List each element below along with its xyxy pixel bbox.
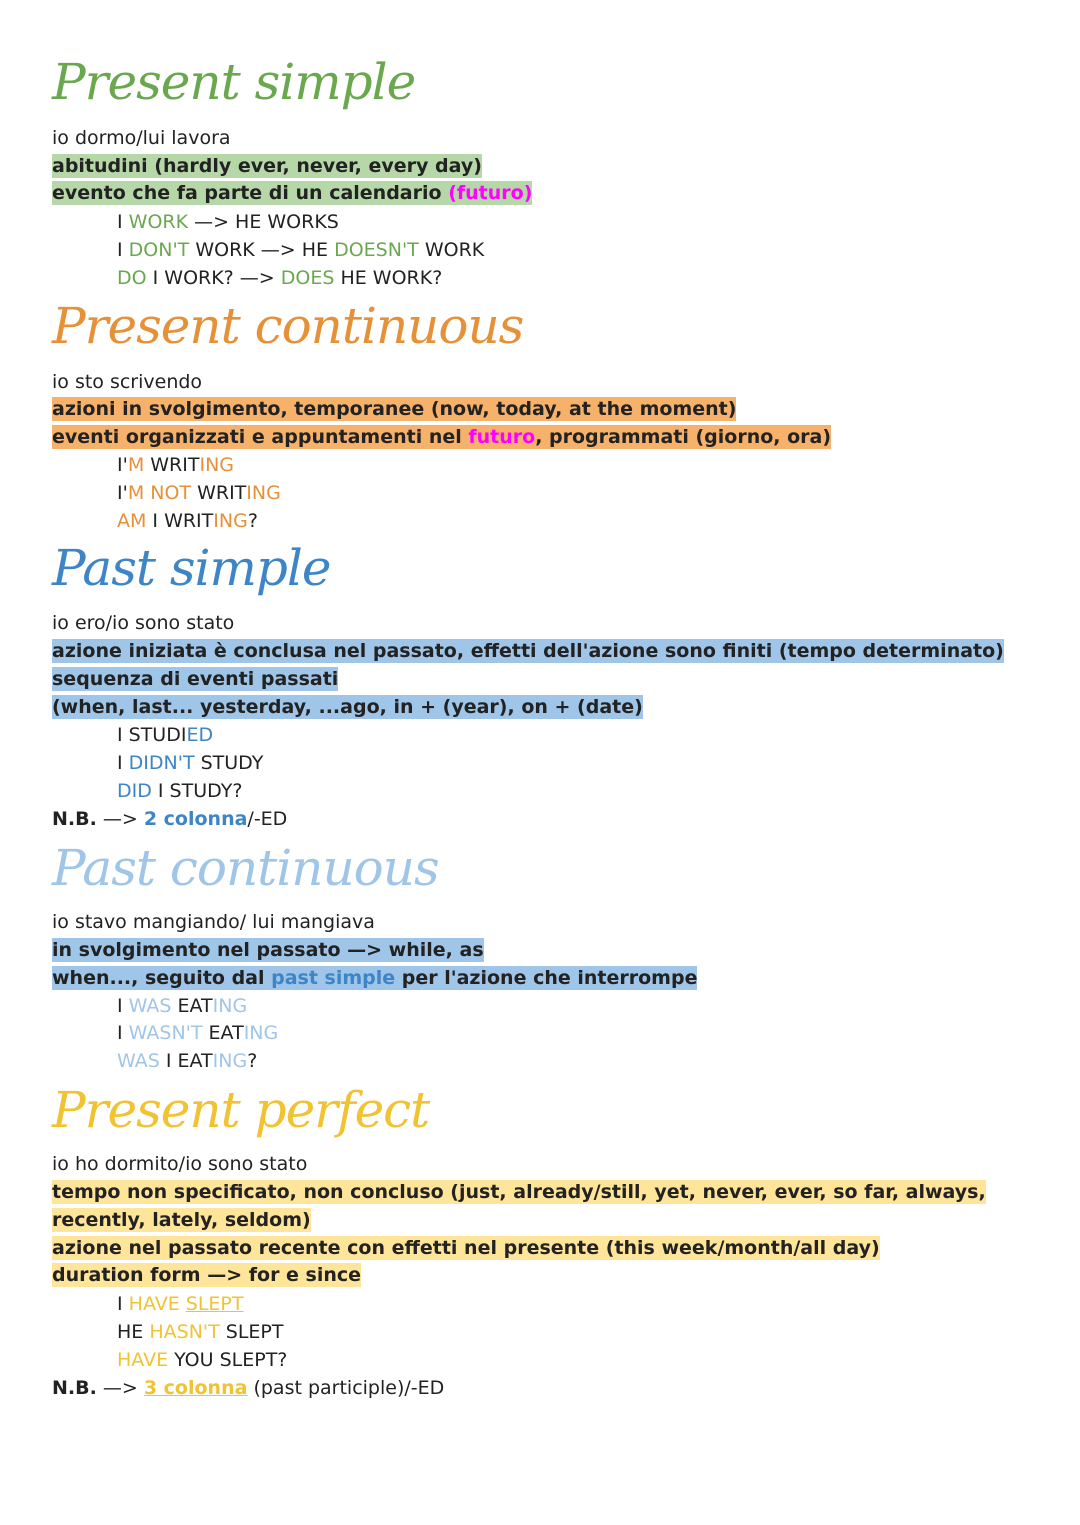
ex-text: I: [117, 239, 129, 261]
present-simple-example-question: [117, 265, 442, 291]
present-perfect-title: Present perfect: [52, 1081, 430, 1139]
ex-text: ?: [247, 1050, 258, 1072]
ex-highlight: M: [127, 454, 145, 476]
ex-text: HE: [117, 1321, 150, 1343]
ex-highlight: WAS: [128, 995, 172, 1017]
ex-highlight: M NOT: [127, 482, 192, 504]
past-simple-rule-1: [52, 638, 1004, 664]
ex-text: I: [117, 211, 129, 233]
ex-highlight: ING: [246, 482, 281, 504]
ex-highlight: HAVE: [128, 1293, 180, 1315]
ex-highlight: WAS: [117, 1050, 160, 1072]
present-perfect-note: [52, 1375, 444, 1401]
rule-text: abitudini (hardly ever, never, every day): [52, 155, 482, 177]
past-continuous-example-question: [117, 1048, 257, 1074]
rule-text: azioni in svolgimento, temporanee (now, today, at the moment): [52, 398, 737, 420]
present-perfect-example-question: [117, 1347, 287, 1373]
ex-highlight: ING: [212, 1050, 248, 1072]
ex-highlight: ING: [199, 454, 235, 476]
nb-highlight: 2 colonna: [143, 808, 248, 830]
past-continuous-rule-2: [52, 965, 697, 991]
nb-arrow: —>: [96, 808, 144, 830]
nb-text: /-ED: [247, 808, 288, 830]
nb-text: (past participle)/-ED: [247, 1377, 445, 1399]
present-perfect-meaning: io ho dormito/io sono stato: [52, 1153, 308, 1175]
ex-text: WORK: [418, 239, 485, 261]
nb-label: N.B.: [52, 808, 97, 830]
present-perfect-example-negative: [117, 1319, 284, 1345]
rule-text: per l'azione che interrompe: [395, 967, 698, 989]
ex-text: YOU SLEPT?: [168, 1349, 288, 1371]
ex-text: I': [117, 454, 128, 476]
ex-highlight: ING: [212, 995, 248, 1017]
past-continuous-rule-1: [52, 937, 484, 963]
rule-text: evento che fa parte di un calendario: [52, 182, 449, 204]
past-simple-title: Past simple: [52, 539, 331, 597]
rule-text: azione nel passato recente con effetti nel presente (this week/month/all day): [52, 1237, 880, 1259]
rule-text: recently, lately, seldom): [52, 1209, 311, 1231]
rule-text: (when, last... yesterday, ...ago, in + (year), on + (date): [52, 696, 643, 718]
nb-highlight: 3 colonna: [143, 1377, 248, 1399]
present-simple-rule-2: [52, 180, 532, 206]
ex-text: I STUDI: [117, 724, 187, 746]
present-perfect-rule-3: [52, 1262, 361, 1288]
ex-highlight: HAVE: [117, 1349, 169, 1371]
past-continuous-example-affirmative: [117, 993, 247, 1019]
present-perfect-rule-1-cont: [52, 1207, 311, 1233]
ex-text: I STUDY?: [151, 780, 243, 802]
ex-text: I: [117, 1293, 129, 1315]
past-continuous-example-negative: [117, 1020, 278, 1046]
present-perfect-example-affirmative: [117, 1291, 244, 1317]
ex-text: I WRIT: [146, 510, 214, 532]
ex-highlight: WASN'T: [128, 1022, 203, 1044]
past-simple-rule-2: [52, 666, 338, 692]
rule-text: in svolgimento nel passato —> while, as: [52, 939, 484, 961]
ex-text: I': [117, 482, 128, 504]
ex-highlight: DON'T: [128, 239, 190, 261]
ex-text: I WORK? —>: [146, 267, 281, 289]
ex-highlight: ED: [186, 724, 214, 746]
ex-highlight: DIDN'T: [128, 752, 195, 774]
ex-text: I: [117, 752, 129, 774]
past-simple-note: [52, 806, 287, 832]
rule-text: duration form —> for e since: [52, 1264, 362, 1286]
ex-text: —> HE WORKS: [188, 211, 339, 233]
present-continuous-title: Present continuous: [52, 297, 524, 355]
futuro-word: (futuro): [448, 182, 533, 204]
ex-highlight: DID: [117, 780, 152, 802]
present-continuous-rule-1: [52, 396, 736, 422]
ex-text: I: [117, 995, 129, 1017]
present-continuous-example-question: [117, 508, 258, 534]
ex-text: SLEPT: [219, 1321, 284, 1343]
present-continuous-example-affirmative: [117, 452, 234, 478]
ex-highlight: WORK: [128, 211, 189, 233]
past-simple-meaning: io ero/io sono stato: [52, 612, 235, 634]
ex-text: WRIT: [144, 454, 200, 476]
rule-text: sequenza di eventi passati: [52, 668, 339, 690]
ex-highlight: DOES: [280, 267, 335, 289]
past-continuous-meaning: io stavo mangiando/ lui mangiava: [52, 911, 375, 933]
past-simple-example-question: [117, 778, 242, 804]
present-continuous-meaning: io sto scrivendo: [52, 371, 203, 393]
past-simple-example-negative: [117, 750, 263, 776]
rule-text: tempo non specificato, non concluso (just, already/still, yet, never, ever, so far, always,: [52, 1181, 986, 1203]
ex-text: WRIT: [191, 482, 247, 504]
present-perfect-rule-2: [52, 1235, 880, 1261]
present-simple-title: Present simple: [52, 53, 416, 111]
ex-text: EAT: [202, 1022, 244, 1044]
ex-text: ?: [247, 510, 258, 532]
present-perfect-rule-1: [52, 1179, 986, 1205]
futuro-word: futuro: [468, 426, 536, 448]
ex-highlight: AM: [117, 510, 147, 532]
present-continuous-example-negative: [117, 480, 281, 506]
rule-text: azione iniziata è conclusa nel passato, effetti dell'azione sono finiti (tempo determinato): [52, 640, 1004, 662]
past-continuous-title: Past continuous: [52, 839, 439, 897]
ex-highlight: ING: [213, 510, 248, 532]
present-simple-example-negative: [117, 237, 484, 263]
nb-arrow: —>: [96, 1377, 144, 1399]
ex-text: WORK —> HE: [189, 239, 335, 261]
ex-text: EAT: [171, 995, 213, 1017]
ex-highlight: DOESN'T: [334, 239, 419, 261]
past-simple-word: past simple: [271, 967, 396, 989]
ex-text: STUDY: [194, 752, 264, 774]
present-simple-example-affirmative: [117, 209, 339, 235]
nb-label: N.B.: [52, 1377, 97, 1399]
ex-highlight: HASN'T: [149, 1321, 220, 1343]
rule-text: when..., seguito dal: [52, 967, 272, 989]
present-simple-rule-1: [52, 153, 482, 179]
present-simple-meaning: io dormo/lui lavora: [52, 127, 231, 149]
ex-text: HE WORK?: [334, 267, 443, 289]
ex-text: I EAT: [159, 1050, 213, 1072]
past-simple-rule-3: [52, 694, 643, 720]
ex-highlight: DO: [117, 267, 147, 289]
ex-highlight: ING: [243, 1022, 279, 1044]
ex-text: I: [117, 1022, 129, 1044]
rule-text: eventi organizzati e appuntamenti nel: [52, 426, 469, 448]
past-simple-example-affirmative: [117, 722, 213, 748]
rule-text: , programmati (giorno, ora): [535, 426, 832, 448]
ex-highlight: SLEPT: [185, 1293, 244, 1315]
present-continuous-rule-2: [52, 424, 831, 450]
